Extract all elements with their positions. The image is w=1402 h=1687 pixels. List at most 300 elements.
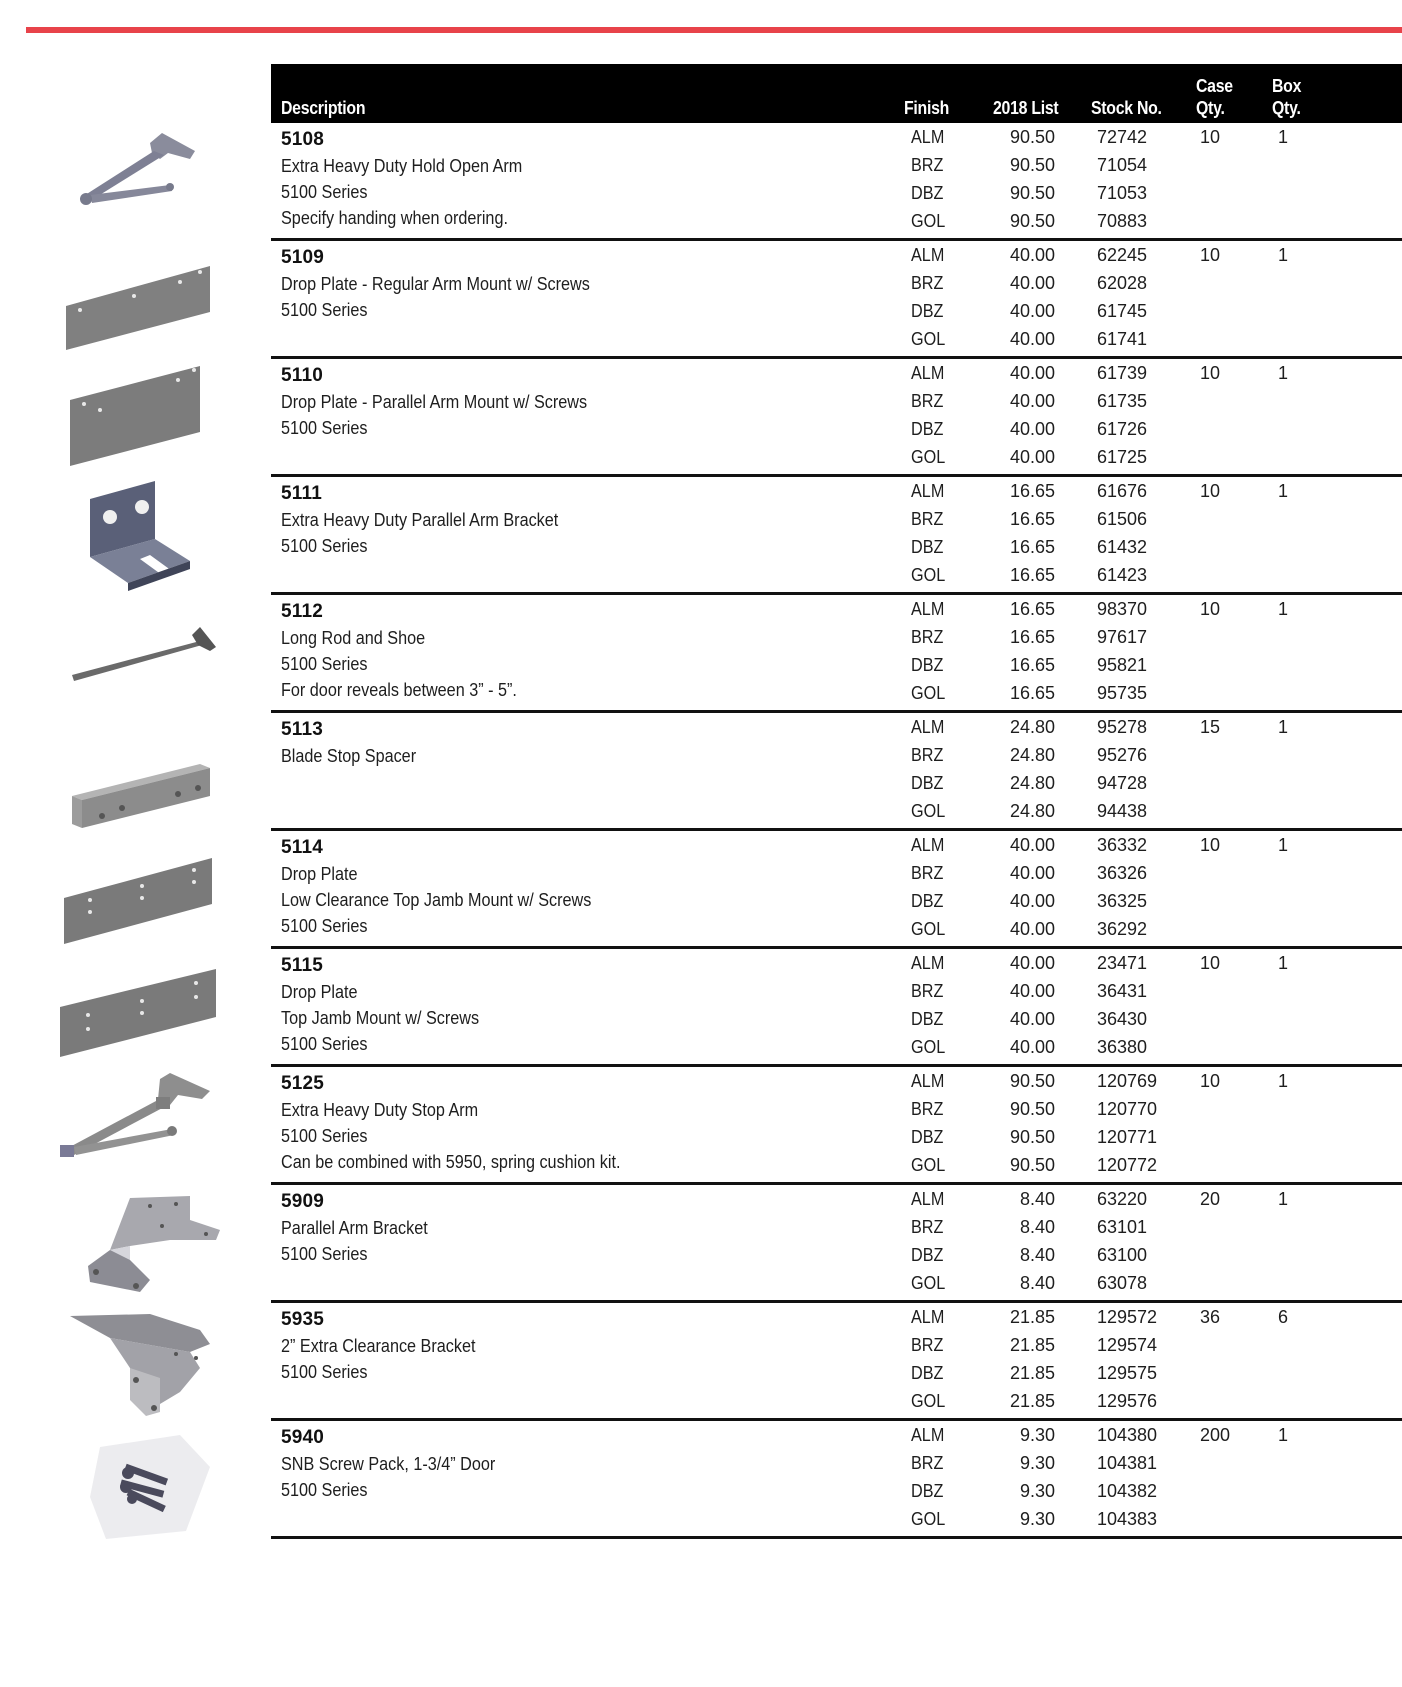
product-description-line: Parallel Arm Bracket — [281, 1218, 428, 1238]
stock-number: 129575 — [1097, 1363, 1158, 1383]
finish-code: ALM — [911, 1071, 945, 1091]
finish-row — [271, 207, 1402, 235]
list-price: 40.00 — [1009, 953, 1055, 973]
product-description-line: SNB Screw Pack, 1-3/4” Door — [281, 1454, 496, 1474]
box-qty: 1 — [1278, 1425, 1289, 1445]
finish-row — [271, 1151, 1402, 1179]
finish-list — [271, 241, 1402, 353]
finish-code: BRZ — [911, 981, 944, 1001]
finish-row — [271, 859, 1402, 887]
finish-code: BRZ — [911, 509, 944, 529]
column-header-box-qty — [1272, 75, 1301, 119]
finish-list — [271, 359, 1402, 471]
case-qty: 10 — [1200, 953, 1221, 973]
product-description-line: 2” Extra Clearance Bracket — [281, 1336, 476, 1356]
finish-row — [271, 769, 1402, 797]
stock-number: 63101 — [1097, 1217, 1148, 1237]
product-row-5114 — [271, 831, 1402, 949]
drop-plate-image — [50, 953, 230, 1071]
list-price: 90.50 — [1009, 1155, 1055, 1175]
stock-number: 94438 — [1097, 801, 1148, 821]
list-price: 9.30 — [1019, 1453, 1055, 1473]
finish-row — [271, 1477, 1402, 1505]
list-price: 40.00 — [1009, 419, 1055, 439]
list-price: 9.30 — [1019, 1481, 1055, 1501]
finish-row — [271, 1387, 1402, 1415]
finish-code: ALM — [911, 245, 945, 265]
list-price: 40.00 — [1009, 447, 1055, 467]
finish-code: BRZ — [911, 1217, 944, 1237]
stock-number: 71053 — [1097, 183, 1148, 203]
product-model-number: 5111 — [281, 483, 322, 504]
product-description-line: 5100 Series — [281, 182, 368, 202]
column-header-description: Description — [281, 98, 366, 118]
list-price: 40.00 — [1009, 363, 1055, 383]
list-price: 16.65 — [1009, 627, 1055, 647]
list-price: 16.65 — [1009, 655, 1055, 675]
box-qty: 1 — [1278, 245, 1289, 265]
column-header-list-price: 2018 List — [993, 98, 1059, 118]
product-description-line: Extra Heavy Duty Stop Arm — [281, 1100, 479, 1120]
product-description-line: Low Clearance Top Jamb Mount w/ Screws — [281, 890, 592, 910]
finish-code: ALM — [911, 481, 945, 501]
list-price: 16.65 — [1009, 565, 1055, 585]
finish-list — [271, 713, 1402, 825]
box-qty: 1 — [1278, 481, 1289, 501]
box-qty-line1: Box — [1272, 76, 1302, 96]
finish-code: BRZ — [911, 273, 944, 293]
product-image-5108 — [50, 123, 230, 242]
finish-row — [271, 713, 1402, 741]
case-qty: 15 — [1200, 717, 1221, 737]
stock-number: 63078 — [1097, 1273, 1148, 1293]
list-price: 16.65 — [1009, 509, 1055, 529]
parallel-arm-bracket-image — [50, 479, 230, 597]
stock-number: 95821 — [1097, 655, 1148, 675]
finish-list — [271, 1185, 1402, 1297]
box-qty: 1 — [1278, 717, 1289, 737]
product-model-number: 5109 — [281, 247, 325, 268]
finish-list — [271, 949, 1402, 1061]
case-qty: 10 — [1200, 599, 1221, 619]
finish-row — [271, 1033, 1402, 1061]
finish-row — [271, 505, 1402, 533]
product-description-line: Drop Plate - Regular Arm Mount w/ Screws — [281, 274, 590, 294]
finish-code: GOL — [911, 211, 946, 231]
product-row-5113 — [271, 713, 1402, 831]
finish-code: GOL — [911, 1155, 946, 1175]
product-row-5110 — [271, 359, 1402, 477]
list-price: 16.65 — [1009, 683, 1055, 703]
stock-number: 36326 — [1097, 863, 1148, 883]
finish-list — [271, 123, 1402, 235]
finish-code: ALM — [911, 717, 945, 737]
finish-row — [271, 1005, 1402, 1033]
stock-number: 120769 — [1097, 1071, 1158, 1091]
finish-code: GOL — [911, 1391, 946, 1411]
drop-plate-image — [50, 360, 230, 478]
box-qty: 1 — [1278, 363, 1289, 383]
case-qty: 10 — [1200, 1071, 1221, 1091]
product-description-line: 5100 Series — [281, 300, 368, 320]
list-price: 40.00 — [1009, 891, 1055, 911]
product-image-5909 — [50, 1190, 230, 1309]
header-red-rule — [26, 27, 1402, 33]
finish-row — [271, 123, 1402, 151]
box-qty: 1 — [1278, 953, 1289, 973]
stock-number: 61739 — [1097, 363, 1148, 383]
product-model-number: 5108 — [281, 129, 325, 150]
list-price: 40.00 — [1009, 273, 1055, 293]
finish-row — [271, 651, 1402, 679]
list-price: 40.00 — [1009, 1009, 1055, 1029]
finish-code: ALM — [911, 1189, 945, 1209]
product-image-5112 — [50, 597, 230, 716]
list-price: 24.80 — [1009, 773, 1055, 793]
product-description-line: Drop Plate - Parallel Arm Mount w/ Screws — [281, 392, 588, 412]
stock-number: 97617 — [1097, 627, 1148, 647]
drop-plate-image — [50, 242, 230, 360]
stock-number: 61735 — [1097, 391, 1148, 411]
product-model-number: 5935 — [281, 1309, 325, 1330]
list-price: 24.80 — [1009, 717, 1055, 737]
finish-row — [271, 1123, 1402, 1151]
finish-row — [271, 741, 1402, 769]
finish-code: DBZ — [911, 891, 944, 911]
column-header-stock-number: Stock No. — [1091, 98, 1162, 118]
stock-number: 61741 — [1097, 329, 1148, 349]
stock-number: 120771 — [1097, 1127, 1158, 1147]
product-description-line: 5100 Series — [281, 418, 368, 438]
finish-code: DBZ — [911, 419, 944, 439]
finish-row — [271, 477, 1402, 505]
finish-row — [271, 949, 1402, 977]
finish-row — [271, 623, 1402, 651]
spacer-block-image — [50, 716, 230, 834]
product-description-line: 5100 Series — [281, 536, 368, 556]
finish-list — [271, 595, 1402, 707]
stock-number: 23471 — [1097, 953, 1148, 973]
product-description-line: Extra Heavy Duty Hold Open Arm — [281, 156, 523, 176]
stock-number: 62028 — [1097, 273, 1148, 293]
finish-code: BRZ — [911, 863, 944, 883]
finish-row — [271, 595, 1402, 623]
list-price: 40.00 — [1009, 919, 1055, 939]
finish-code: BRZ — [911, 627, 944, 647]
list-price: 40.00 — [1009, 835, 1055, 855]
box-qty: 1 — [1278, 599, 1289, 619]
case-qty: 36 — [1200, 1307, 1221, 1327]
list-price: 40.00 — [1009, 981, 1055, 1001]
screw-pack-image — [50, 1427, 230, 1545]
product-row-5935 — [271, 1303, 1402, 1421]
finish-code: GOL — [911, 565, 946, 585]
finish-code: GOL — [911, 801, 946, 821]
list-price: 16.65 — [1009, 599, 1055, 619]
product-row-5112 — [271, 595, 1402, 713]
stock-number: 104380 — [1097, 1425, 1158, 1445]
stock-number: 61432 — [1097, 537, 1148, 557]
list-price: 90.50 — [1009, 1127, 1055, 1147]
product-model-number: 5909 — [281, 1191, 325, 1212]
stock-number: 63220 — [1097, 1189, 1148, 1209]
finish-code: ALM — [911, 953, 945, 973]
box-qty: 1 — [1278, 835, 1289, 855]
finish-row — [271, 679, 1402, 707]
list-price: 8.40 — [1019, 1245, 1055, 1265]
clearance-bracket-image — [50, 1308, 230, 1426]
finish-row — [271, 1421, 1402, 1449]
product-model-number: 5112 — [281, 601, 324, 622]
list-price: 9.30 — [1019, 1425, 1055, 1445]
stock-number: 36431 — [1097, 981, 1148, 1001]
finish-code: BRZ — [911, 1099, 944, 1119]
product-model-number: 5114 — [281, 837, 324, 858]
finish-row — [271, 1359, 1402, 1387]
stock-number: 95735 — [1097, 683, 1148, 703]
stock-number: 95278 — [1097, 717, 1148, 737]
list-price: 40.00 — [1009, 245, 1055, 265]
finish-code: BRZ — [911, 1335, 944, 1355]
stock-number: 36332 — [1097, 835, 1148, 855]
product-row-5125 — [271, 1067, 1402, 1185]
product-row-5108 — [271, 123, 1402, 241]
case-qty-line2: Qty. — [1196, 98, 1225, 118]
product-row-5111 — [271, 477, 1402, 595]
product-model-number: 5940 — [281, 1427, 325, 1448]
finish-list — [271, 831, 1402, 943]
finish-row — [271, 1449, 1402, 1477]
finish-code: ALM — [911, 599, 945, 619]
drop-plate-image — [50, 834, 230, 952]
finish-row — [271, 561, 1402, 589]
list-price: 90.50 — [1009, 155, 1055, 175]
stock-number: 129572 — [1097, 1307, 1158, 1327]
product-model-number: 5113 — [281, 719, 324, 740]
list-price: 21.85 — [1009, 1391, 1055, 1411]
product-row-5115 — [271, 949, 1402, 1067]
finish-row — [271, 797, 1402, 825]
product-image-5114 — [50, 834, 230, 953]
product-row-5909 — [271, 1185, 1402, 1303]
list-price: 90.50 — [1009, 211, 1055, 231]
finish-code: ALM — [911, 127, 945, 147]
finish-row — [271, 1269, 1402, 1297]
stock-number: 61725 — [1097, 447, 1148, 467]
list-price: 90.50 — [1009, 183, 1055, 203]
product-image-5940 — [50, 1427, 230, 1546]
stock-number: 61676 — [1097, 481, 1148, 501]
box-qty-line2: Qty. — [1272, 98, 1301, 118]
table-header — [271, 64, 1402, 123]
product-model-number: 5115 — [281, 955, 324, 976]
product-image-column — [50, 123, 230, 1545]
list-price: 16.65 — [1009, 537, 1055, 557]
stock-number: 120770 — [1097, 1099, 1158, 1119]
finish-code: DBZ — [911, 655, 944, 675]
stock-number: 104381 — [1097, 1453, 1158, 1473]
finish-row — [271, 1095, 1402, 1123]
stock-number: 129574 — [1097, 1335, 1158, 1355]
list-price: 90.50 — [1009, 1071, 1055, 1091]
finish-code: DBZ — [911, 1127, 944, 1147]
stock-number: 61506 — [1097, 509, 1148, 529]
finish-code: GOL — [911, 447, 946, 467]
finish-list — [271, 477, 1402, 589]
product-description-line: 5100 Series — [281, 1126, 368, 1146]
stock-number: 129576 — [1097, 1391, 1158, 1411]
finish-row — [271, 151, 1402, 179]
stock-number: 61745 — [1097, 301, 1148, 321]
finish-code: BRZ — [911, 391, 944, 411]
product-description-line: 5100 Series — [281, 1480, 368, 1500]
case-qty: 10 — [1200, 127, 1221, 147]
product-table-body — [271, 123, 1402, 1539]
finish-row — [271, 887, 1402, 915]
finish-row — [271, 1213, 1402, 1241]
product-description-line: Blade Stop Spacer — [281, 746, 417, 766]
product-model-number: 5125 — [281, 1073, 325, 1094]
product-description-line: Long Rod and Shoe — [281, 628, 426, 648]
list-price: 40.00 — [1009, 863, 1055, 883]
finish-row — [271, 179, 1402, 207]
finish-code: GOL — [911, 1273, 946, 1293]
list-price: 9.30 — [1019, 1509, 1055, 1529]
finish-row — [271, 387, 1402, 415]
box-qty: 1 — [1278, 127, 1289, 147]
finish-row — [271, 325, 1402, 353]
finish-row — [271, 1067, 1402, 1095]
case-qty: 20 — [1200, 1189, 1221, 1209]
list-price: 24.80 — [1009, 745, 1055, 765]
product-description-line: Drop Plate — [281, 864, 358, 884]
case-qty-line1: Case — [1196, 76, 1233, 96]
long-rod-image — [50, 597, 230, 715]
product-image-5125 — [50, 1071, 230, 1190]
finish-row — [271, 1185, 1402, 1213]
finish-code: GOL — [911, 1509, 946, 1529]
finish-list — [271, 1067, 1402, 1179]
finish-row — [271, 1303, 1402, 1331]
list-price: 40.00 — [1009, 329, 1055, 349]
product-description-line: Drop Plate — [281, 982, 358, 1002]
product-model-number: 5110 — [281, 365, 324, 386]
product-description-line: Can be combined with 5950, spring cushion kit. — [281, 1152, 621, 1172]
stock-number: 36380 — [1097, 1037, 1148, 1057]
finish-code: GOL — [911, 919, 946, 939]
product-image-5935 — [50, 1308, 230, 1427]
finish-row — [271, 1241, 1402, 1269]
stock-number: 61726 — [1097, 419, 1148, 439]
parallel-arm-bracket-image — [50, 1190, 230, 1308]
stock-number: 72742 — [1097, 127, 1148, 147]
list-price: 16.65 — [1009, 481, 1055, 501]
list-price: 90.50 — [1009, 1099, 1055, 1119]
finish-code: DBZ — [911, 183, 944, 203]
finish-code: BRZ — [911, 1453, 944, 1473]
product-row-5109 — [271, 241, 1402, 359]
finish-code: BRZ — [911, 155, 944, 175]
finish-code: DBZ — [911, 1481, 944, 1501]
stock-number: 120772 — [1097, 1155, 1158, 1175]
stock-number: 36325 — [1097, 891, 1148, 911]
finish-row — [271, 1505, 1402, 1533]
list-price: 21.85 — [1009, 1307, 1055, 1327]
finish-row — [271, 1331, 1402, 1359]
finish-row — [271, 831, 1402, 859]
finish-row — [271, 297, 1402, 325]
finish-code: GOL — [911, 683, 946, 703]
stock-number: 71054 — [1097, 155, 1148, 175]
list-price: 21.85 — [1009, 1363, 1055, 1383]
product-image-5111 — [50, 479, 230, 598]
case-qty: 10 — [1200, 245, 1221, 265]
product-row-5940 — [271, 1421, 1402, 1539]
product-image-5110 — [50, 360, 230, 479]
stock-number: 104383 — [1097, 1509, 1158, 1529]
finish-row — [271, 533, 1402, 561]
product-description-line: Top Jamb Mount w/ Screws — [281, 1008, 480, 1028]
product-description-line: For door reveals between 3” - 5”. — [281, 680, 517, 700]
stock-number: 98370 — [1097, 599, 1148, 619]
finish-row — [271, 977, 1402, 1005]
case-qty: 10 — [1200, 481, 1221, 501]
product-image-5109 — [50, 242, 230, 361]
finish-code: DBZ — [911, 773, 944, 793]
list-price: 8.40 — [1019, 1189, 1055, 1209]
product-image-5113 — [50, 716, 230, 835]
stock-number: 62245 — [1097, 245, 1148, 265]
column-header-case-qty — [1196, 75, 1233, 119]
finish-code: DBZ — [911, 1009, 944, 1029]
finish-row — [271, 241, 1402, 269]
list-price: 24.80 — [1009, 801, 1055, 821]
finish-row — [271, 415, 1402, 443]
product-description-line: 5100 Series — [281, 1034, 368, 1054]
box-qty: 1 — [1278, 1071, 1289, 1091]
finish-code: GOL — [911, 329, 946, 349]
product-description-line: Specify handing when ordering. — [281, 208, 508, 228]
finish-code: DBZ — [911, 301, 944, 321]
case-qty: 10 — [1200, 835, 1221, 855]
stock-number: 70883 — [1097, 211, 1148, 231]
finish-code: BRZ — [911, 745, 944, 765]
product-image-5115 — [50, 953, 230, 1072]
hold-open-arm-image — [50, 123, 230, 241]
stock-number: 61423 — [1097, 565, 1148, 585]
stock-number: 95276 — [1097, 745, 1148, 765]
product-description-line: Extra Heavy Duty Parallel Arm Bracket — [281, 510, 559, 530]
finish-row — [271, 443, 1402, 471]
finish-code: ALM — [911, 363, 945, 383]
stock-number: 36292 — [1097, 919, 1148, 939]
finish-code: DBZ — [911, 1363, 944, 1383]
column-header-finish: Finish — [904, 98, 950, 118]
product-description-line: 5100 Series — [281, 654, 368, 674]
case-qty: 10 — [1200, 363, 1221, 383]
finish-row — [271, 915, 1402, 943]
finish-list — [271, 1421, 1402, 1533]
finish-row — [271, 359, 1402, 387]
product-description-line: 5100 Series — [281, 1244, 368, 1264]
finish-list — [271, 1303, 1402, 1415]
finish-code: ALM — [911, 1425, 945, 1445]
stock-number: 104382 — [1097, 1481, 1158, 1501]
stop-arm-image — [50, 1071, 230, 1189]
list-price: 8.40 — [1019, 1217, 1055, 1237]
finish-code: ALM — [911, 835, 945, 855]
finish-code: GOL — [911, 1037, 946, 1057]
